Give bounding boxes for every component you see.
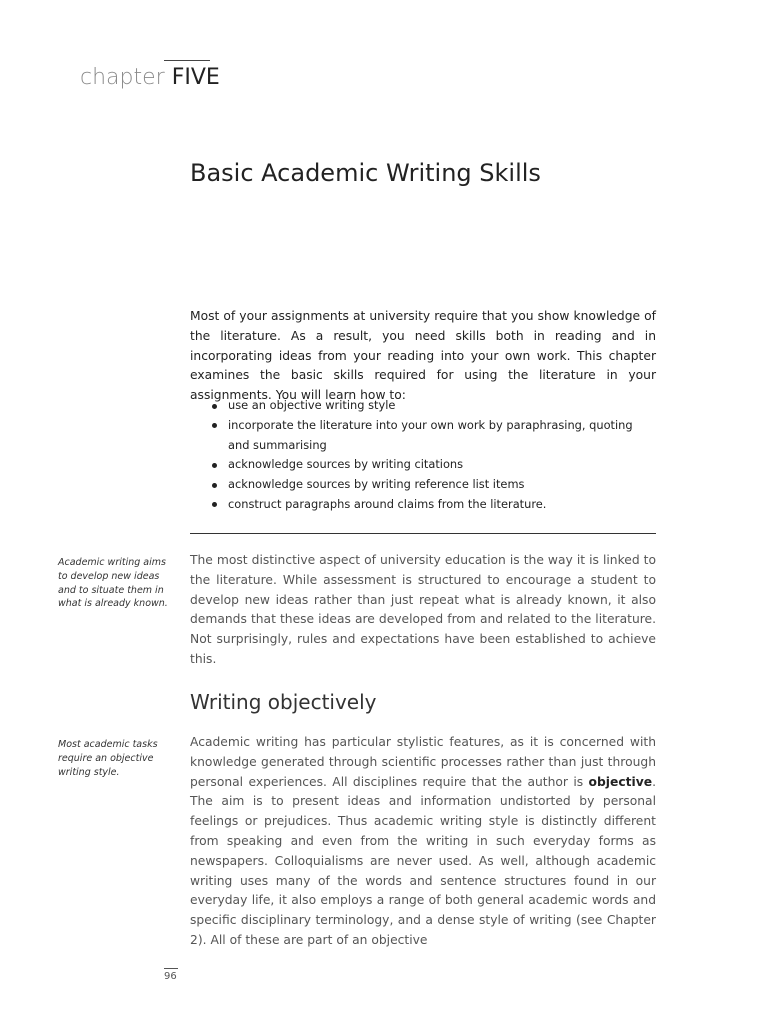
margin-note: Academic writing aims to develop new ideas and to situate them in what is already known. [58,557,168,610]
section-divider [190,533,656,534]
margin-note: Most academic tasks require an objective writing style. [58,739,158,778]
paragraph-text: Academic writing has particular stylistic features, as it is concerned with knowledge generated through scientific processes rather than just through personal experiences. All disciplines require that the author is [190,735,656,789]
intro-paragraph: Most of your assignments at university require that you show knowledge of the literature. As a result, you need skills both in reading and in incorporating ideas from your reading into your own work. This chapter examines the basic skills required for using the literature in your assignments. You will learn how to: [190,309,656,403]
paragraph-text: . The aim is to present ideas and information undistorted by personal feelings or prejudices. Thus academic writing style is distinctly different from speaking and even from the writing in such everyday forms as newspapers. Colloquialisms are never used. As well, although academic writing uses many of the words and sentence structures found in our everyday life, it also employs a range of both general academic words and specific disciplinary terminology, and a dense style of writing (see Chapter 2). All of these are part of an objective [190,774,656,947]
learning-objectives-list [190,396,656,515]
page-number-rule [164,968,178,969]
bold-term: objective [588,774,653,789]
section-heading: Writing objectively [190,690,377,714]
chapter-heading [80,64,220,92]
body-paragraph: The most distinctive aspect of university education is the way it is linked to the literature. While assessment is structured to encourage a student to develop new ideas rather than just repeat what is already known, it also demands that these ideas are developed from and related to the literature. Not surprisingly, rules and expectations have been established to achieve this. [190,553,656,666]
list-item: incorporate the literature into your own work by paraphrasing, quoting and summarising [190,416,656,456]
page-title: Basic Academic Writing Skills [190,159,541,187]
body-paragraph [190,733,656,951]
list-item: use an objective writing style [190,396,656,416]
list-item: construct paragraphs around claims from the literature. [190,495,656,515]
chapter-number: FIVE [171,65,220,90]
chapter-word: chapter [80,65,165,90]
list-item: acknowledge sources by writing reference list items [190,475,656,495]
chapter-rule [164,60,210,61]
list-item: acknowledge sources by writing citations [190,455,656,475]
page-number: 96 [164,971,177,982]
